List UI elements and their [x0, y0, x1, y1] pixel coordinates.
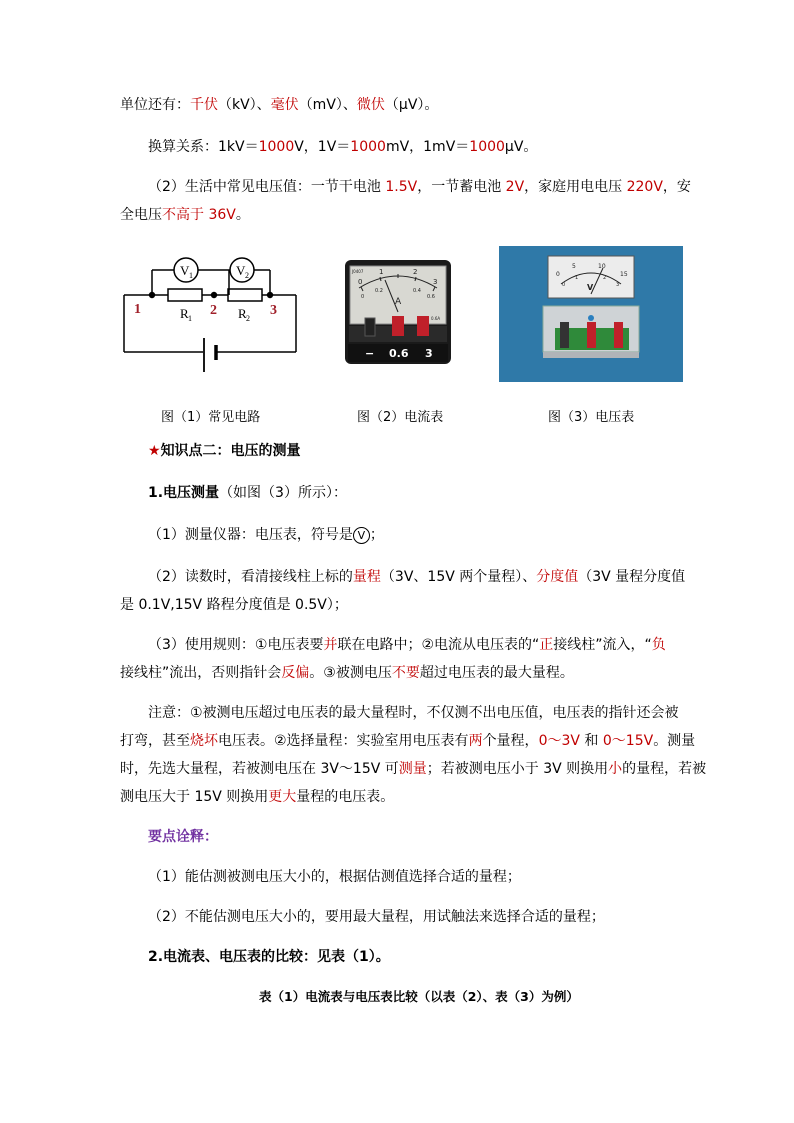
rule-text-a: （3）使用规则：①电压表要: [148, 637, 324, 653]
conversion-text-2: mV，1mV＝: [385, 139, 470, 155]
common-values-line-2: [120, 201, 250, 229]
reading-text-c: （3V 量程分度值: [578, 569, 686, 585]
reading-division: 分度值: [536, 569, 579, 585]
rule-parallel: 并: [323, 637, 338, 653]
voltmeter-top-15: 15: [620, 271, 628, 278]
unit-uv-symbol: （μV）。: [384, 97, 439, 113]
tool-prefix: （1）测量仪器：电压表，符号是: [148, 527, 353, 543]
note-text-f: 时，先选大量程，若被测电压在 3V～15V 可: [120, 761, 399, 777]
common-values-text-d: ，安: [662, 179, 691, 195]
section2-title: 知识点二：电压的测量: [160, 443, 301, 459]
note-text-e: 。测量: [653, 733, 696, 749]
note-line-2: [120, 727, 695, 755]
caption-figure-3: 图（3）电压表: [548, 410, 635, 425]
note-text-a: 打弯，甚至: [120, 733, 190, 749]
ammeter-small-2: 0.4: [413, 288, 421, 294]
junction-2: [211, 292, 217, 298]
unit-kv-symbol: （kV）、: [218, 97, 271, 113]
note-range-15v: 0～15V: [602, 733, 654, 749]
voltmeter-image: [499, 246, 683, 382]
caption-figure-2: 图（2）电流表: [357, 410, 444, 425]
note-text-h: 的量程，若被: [622, 761, 707, 777]
note-line-4: [120, 783, 394, 811]
meter2-label: V: [236, 263, 246, 278]
item2-heading: 2.电流表、电压表的比较：见表（1）。: [148, 949, 390, 965]
tool-line: [148, 521, 384, 549]
caption-figure-1: 图（1）常见电路: [161, 410, 261, 425]
note-text-b: 电压表。②选择量程：实验室用电压表有: [218, 733, 469, 749]
note-larger: 更大: [268, 789, 297, 805]
ammeter-scale-1: 1: [379, 268, 384, 276]
ammeter-unit: A: [395, 297, 402, 307]
ammeter-tag-left: J0407: [352, 269, 364, 274]
circuit-diagram: [118, 250, 304, 375]
keypoint-1: （1）能估测被测电压大小的，根据估测值选择合适的量程；: [148, 869, 521, 885]
r1-label: R: [180, 306, 189, 321]
household-voltage: 220V: [626, 179, 663, 195]
rule-line-1: [148, 631, 666, 659]
item1-title: 1.电压测量: [148, 485, 220, 501]
common-values-text-b: ，一节蓄电池: [417, 179, 506, 195]
note-text-j: 量程的电压表。: [296, 789, 395, 805]
safe-voltage-label: 全电压: [120, 207, 162, 223]
ammeter-scale-0: 0: [358, 278, 363, 286]
conversion-value-2: 1000: [350, 139, 386, 155]
conversion-value-1: 1000: [258, 139, 295, 155]
voltmeter-unit: V: [587, 283, 594, 292]
battery-voltage: 1.5V: [385, 179, 418, 195]
unit-mv: 毫伏: [270, 97, 299, 113]
ammeter-tag-right: 0.6A: [431, 316, 441, 321]
resistor-r2: [228, 289, 262, 301]
accumulator-voltage: 2V: [505, 179, 525, 195]
ammeter-small-3: 0.6: [427, 294, 435, 300]
reading-text-a: （2）读数时，看清接线柱上标的: [148, 569, 353, 585]
rule-text-b: 联在电路中；②电流从电压表的“: [337, 637, 540, 653]
rule-text-c: 接线柱”流入，“: [553, 637, 652, 653]
conversion-text-3: μV。: [504, 139, 538, 155]
note-line-1: 注意：①被测电压超过电压表的最大量程时，不仅测不出电压值，电压表的指针还会被: [148, 705, 679, 721]
rule-not: 不要: [391, 665, 420, 681]
note-text-c: 个量程，: [482, 733, 539, 749]
reading-range: 量程: [352, 569, 381, 585]
voltmeter-bottom-0: 0: [562, 282, 566, 288]
meter2-subscript: 2: [245, 271, 249, 280]
note-small: 小: [608, 761, 623, 777]
rule-text-d: 接线柱”流出，否则指针会: [120, 665, 282, 681]
item1-line: [148, 479, 347, 507]
node-label-2: 2: [210, 303, 217, 318]
unit-uv: 微伏: [356, 97, 385, 113]
junction-3: [267, 292, 273, 298]
conversion-line: [148, 133, 537, 161]
unit-mv-symbol: （mV）、: [298, 97, 357, 113]
ammeter-scale-2: 2: [413, 268, 418, 276]
units-line: [120, 91, 438, 119]
common-values-text-a: （2）生活中常见电压值：一节干电池: [148, 179, 386, 195]
section2-heading: [148, 437, 301, 465]
voltmeter-symbol-icon: V: [353, 527, 370, 544]
meter1-subscript: 1: [189, 271, 193, 280]
node-label-3: 3: [270, 303, 277, 318]
table-caption: 表（1）电流表与电压表比较（以表（2）、表（3）为例）: [259, 989, 579, 1004]
ammeter-small-0: 0: [361, 294, 365, 300]
ammeter-scale-3: 3: [433, 278, 438, 286]
item1-rest: （如图（3）所示）：: [219, 485, 347, 501]
ammeter-terminal-3: 3: [425, 347, 433, 360]
junction-1: [149, 292, 155, 298]
voltmeter-top-5: 5: [572, 263, 576, 270]
keypoints-title: 要点诠释：: [148, 829, 218, 845]
note-measure: 测量: [398, 761, 427, 777]
node-label-1: 1: [134, 302, 141, 317]
ammeter-terminal-neg: −: [365, 347, 375, 360]
rule-line-2: [120, 659, 574, 687]
voltmeter-bottom-3: 3: [616, 282, 620, 288]
rule-negative: 负: [651, 637, 666, 653]
rule-text-e: 。③被测电压: [309, 665, 392, 681]
rule-positive: 正: [539, 637, 554, 653]
conversion-value-3: 1000: [469, 139, 505, 155]
keypoint-2: （2）不能估测电压大小的，要用最大量程，用试触法来选择合适的量程；: [148, 909, 605, 925]
common-values-line-1: [148, 173, 691, 201]
r2-subscript: 2: [246, 314, 250, 323]
resistor-r1: [168, 289, 202, 301]
ammeter-small-1: 0.2: [375, 288, 383, 294]
voltmeter-bottom-2: 2: [603, 275, 607, 281]
rule-reverse: 反偏: [281, 665, 310, 681]
voltmeter-top-0: 0: [556, 271, 560, 278]
unit-kv: 千伏: [190, 97, 218, 113]
star-icon: ★: [148, 443, 161, 459]
tool-suffix: ；: [369, 527, 384, 543]
note-two: 两: [468, 733, 483, 749]
note-line-3: [120, 755, 706, 783]
conversion-prefix: 换算关系：1kV＝: [148, 139, 259, 155]
common-values-text-c: ，家庭用电电压: [524, 179, 627, 195]
meter1-label: V: [180, 263, 190, 278]
ammeter-terminal-06: 0.6: [389, 347, 409, 360]
safe-voltage-value: 不高于 36V: [162, 207, 236, 223]
conversion-text-1: V，1V＝: [294, 139, 351, 155]
r1-subscript: 1: [188, 314, 192, 323]
voltmeter-top-10: 10: [598, 263, 606, 270]
ammeter-image: [345, 260, 451, 364]
voltmeter-bottom-1: 1: [575, 275, 579, 281]
units-prefix: 单位还有：: [120, 97, 190, 113]
note-text-g: ；若被测电压小于 3V 则换用: [426, 761, 609, 777]
safe-voltage-end: 。: [235, 207, 250, 223]
r2-label: R: [238, 306, 247, 321]
rule-text-f: 超过电压表的最大量程。: [419, 665, 574, 681]
reading-line-2: 是 0.1V,15V 路程分度值是 0.5V）；: [120, 597, 348, 613]
reading-text-b: （3V、15V 两个量程）、: [380, 569, 537, 585]
note-range-3v: 0～3V: [538, 733, 580, 749]
note-burn: 烧坏: [190, 733, 218, 749]
note-text-i: 测电压大于 15V 则换用: [120, 789, 269, 805]
note-text-d: 和: [579, 733, 603, 749]
reading-line-1: [148, 563, 685, 591]
